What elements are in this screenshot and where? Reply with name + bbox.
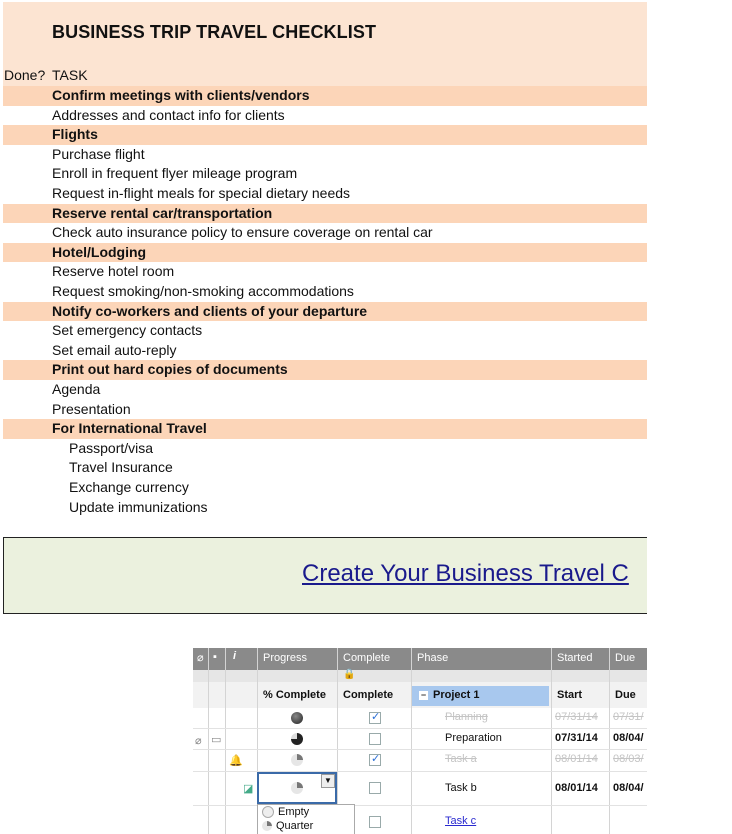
task-label: Addresses and contact info for clients bbox=[52, 106, 285, 123]
comment-icon[interactable]: ▭ bbox=[211, 734, 222, 746]
page-title: BUSINESS TRIP TRAVEL CHECKLIST bbox=[52, 22, 377, 42]
progress-quarter-icon bbox=[291, 754, 303, 766]
section-label: For International Travel bbox=[52, 420, 207, 437]
complete-checkbox[interactable] bbox=[369, 733, 381, 745]
create-checklist-link[interactable]: Create Your Business Travel C bbox=[302, 560, 629, 587]
task-due: 07/31/ bbox=[613, 711, 644, 723]
progress-three-quarter-icon bbox=[291, 733, 303, 745]
header-phase[interactable]: Phase bbox=[417, 652, 449, 664]
collapse-icon[interactable]: − bbox=[420, 690, 427, 700]
subheader-pct-complete: % Complete bbox=[263, 689, 326, 701]
task-start: 08/01/14 bbox=[555, 782, 598, 794]
column-header-task: TASK bbox=[52, 67, 88, 83]
task-label: Purchase flight bbox=[52, 145, 145, 162]
title-band bbox=[3, 2, 647, 86]
task-row[interactable] bbox=[3, 498, 647, 518]
cta-banner bbox=[3, 537, 647, 614]
task-name[interactable]: Preparation bbox=[445, 732, 502, 744]
task-row[interactable] bbox=[3, 458, 647, 478]
subheader-start: Start bbox=[557, 689, 583, 701]
task-row[interactable] bbox=[3, 321, 647, 341]
task-row[interactable] bbox=[3, 164, 647, 184]
section-header-row[interactable] bbox=[3, 243, 647, 263]
task-row[interactable] bbox=[3, 282, 647, 302]
lock-icon: 🔒 bbox=[343, 669, 356, 680]
section-label: Confirm meetings with clients/vendors bbox=[52, 87, 310, 103]
task-label: Travel Insurance bbox=[69, 459, 173, 476]
complete-checkbox[interactable] bbox=[369, 712, 381, 724]
note-icon[interactable]: ◪ bbox=[243, 783, 254, 795]
attachment-icon: ⌀ bbox=[197, 652, 204, 664]
complete-checkbox[interactable] bbox=[369, 782, 381, 794]
section-header-row[interactable] bbox=[3, 204, 647, 224]
project-name: Project 1 bbox=[433, 689, 480, 701]
attachment-icon[interactable]: ⌀ bbox=[195, 735, 202, 747]
comment-icon: ▪ bbox=[213, 651, 217, 663]
column-header-done: Done? bbox=[4, 67, 46, 83]
task-row[interactable] bbox=[3, 439, 647, 459]
task-row[interactable] bbox=[3, 223, 647, 243]
header-progress[interactable]: Progress bbox=[263, 652, 308, 664]
subheader-complete: Complete bbox=[343, 689, 394, 701]
task-label: Presentation bbox=[52, 400, 131, 417]
task-row[interactable] bbox=[3, 145, 647, 165]
task-row[interactable] bbox=[3, 106, 647, 126]
complete-checkbox[interactable] bbox=[369, 816, 381, 828]
info-icon: i bbox=[233, 650, 237, 662]
task-due: 08/04/ bbox=[613, 732, 644, 744]
task-name-link[interactable]: Task c bbox=[445, 815, 477, 827]
task-name[interactable]: Task b bbox=[445, 782, 477, 794]
bell-icon[interactable]: 🔔 bbox=[229, 755, 243, 767]
section-header-row[interactable] bbox=[3, 125, 647, 145]
progress-dropdown-menu bbox=[257, 804, 355, 834]
progress-quarter-icon bbox=[291, 782, 303, 794]
section-header-row[interactable] bbox=[3, 86, 647, 106]
progress-full-icon bbox=[291, 712, 303, 724]
task-row[interactable] bbox=[3, 341, 647, 361]
section-label: Flights bbox=[52, 126, 98, 143]
task-label: Request in-flight meals for special dietary needs bbox=[52, 185, 351, 201]
section-label: Print out hard copies of documents bbox=[52, 361, 288, 378]
task-row[interactable] bbox=[3, 478, 647, 498]
dropdown-arrow-icon[interactable]: ▼ bbox=[321, 774, 335, 788]
task-row[interactable] bbox=[3, 380, 647, 400]
project-header[interactable] bbox=[411, 686, 549, 706]
section-label: Reserve rental car/transportation bbox=[52, 204, 273, 221]
section-header-row[interactable] bbox=[3, 302, 647, 322]
app-lock-row bbox=[193, 670, 647, 682]
task-name[interactable]: Task a bbox=[445, 753, 477, 765]
section-header-row[interactable] bbox=[3, 360, 647, 380]
task-label: Set emergency contacts bbox=[52, 322, 203, 339]
task-label: Check auto insurance policy to ensure coverage on rental car bbox=[52, 224, 433, 241]
task-label: Update immunizations bbox=[69, 498, 208, 515]
section-label: Hotel/Lodging bbox=[52, 243, 147, 260]
embedded-app-screenshot bbox=[193, 648, 647, 834]
task-label: Set email auto-reply bbox=[52, 341, 177, 358]
task-label: Agenda bbox=[52, 381, 101, 397]
section-label: Notify co-workers and clients of your departure bbox=[52, 302, 368, 319]
task-start: 07/31/14 bbox=[555, 732, 598, 744]
task-row[interactable] bbox=[3, 184, 647, 204]
task-start: 08/01/14 bbox=[555, 753, 598, 765]
header-complete[interactable]: Complete bbox=[343, 652, 391, 664]
task-label: Reserve hotel room bbox=[52, 263, 175, 280]
subheader-due: Due bbox=[615, 689, 636, 701]
task-label: Passport/visa bbox=[69, 439, 154, 456]
complete-checkbox[interactable] bbox=[369, 754, 381, 766]
task-label: Request smoking/non-smoking accommodations bbox=[52, 283, 354, 299]
task-due: 08/03/ bbox=[613, 753, 644, 765]
task-row[interactable] bbox=[3, 400, 647, 420]
app-column-header bbox=[193, 648, 647, 670]
task-label: Enroll in frequent flyer mileage program bbox=[52, 165, 298, 182]
task-label: Exchange currency bbox=[69, 479, 189, 495]
task-name[interactable]: Planning bbox=[445, 711, 488, 723]
task-due: 08/04/ bbox=[613, 782, 644, 794]
task-start: 07/31/14 bbox=[555, 711, 598, 723]
dropdown-option-quarter[interactable]: Quarter bbox=[262, 820, 313, 832]
header-started[interactable]: Started bbox=[557, 652, 593, 664]
section-header-row[interactable] bbox=[3, 419, 647, 439]
task-row[interactable] bbox=[3, 262, 647, 282]
dropdown-option-empty[interactable]: Empty bbox=[262, 806, 309, 818]
header-due[interactable]: Due bbox=[615, 652, 636, 664]
